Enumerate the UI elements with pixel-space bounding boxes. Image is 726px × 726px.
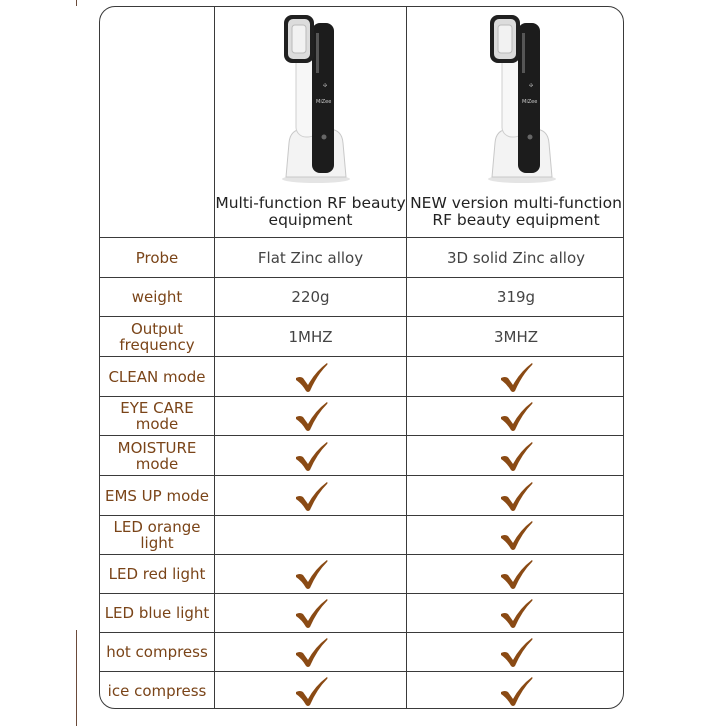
device-image-v1 — [276, 11, 356, 183]
row-label: Probe — [135, 248, 179, 267]
svg-text:✣: ✣ — [529, 83, 534, 89]
row-label: weight — [131, 288, 183, 306]
row-label: LED blue light — [104, 604, 210, 622]
row-label: CLEAN mode — [108, 367, 206, 386]
row-label: Output frequency — [119, 319, 195, 354]
check-icon — [498, 361, 534, 393]
row-check-cell-col1 — [215, 397, 406, 435]
device-image-v2 — [482, 11, 562, 183]
row-check-cell-col1 — [215, 594, 406, 632]
check-icon — [498, 597, 534, 629]
device-screen-text: ✣ — [323, 83, 328, 89]
row-check-cell-col2 — [407, 594, 624, 632]
check-icon — [293, 361, 329, 393]
row-check-cell-col1 — [215, 555, 406, 593]
check-icon — [498, 519, 534, 551]
check-icon — [293, 597, 329, 629]
row-label: hot compress — [106, 643, 208, 661]
row-check-cell-col2 — [407, 555, 624, 593]
row-check-cell-col1 — [215, 516, 406, 554]
check-icon — [498, 675, 534, 707]
check-icon — [293, 480, 329, 512]
left-guide-line-bottom — [76, 630, 77, 726]
row-check-cell-col2 — [407, 633, 624, 671]
row-value-col1: 220g — [291, 288, 330, 306]
row-check-cell-col1 — [215, 436, 406, 475]
column-title-v1: Multi-function RF beauty equipment — [215, 194, 406, 229]
device-logo-text: MiZee — [316, 99, 332, 105]
row-check-cell-col1 — [215, 357, 406, 396]
row-value-col2: 3MHZ — [493, 327, 539, 346]
row-label: EMS UP mode — [104, 486, 210, 505]
check-icon — [498, 558, 534, 590]
check-icon — [293, 675, 329, 707]
column-title-v2: NEW version multi-function RF beauty equipment — [410, 194, 622, 229]
row-check-cell-col2 — [407, 516, 624, 554]
device-logo-text: MiZee — [522, 99, 538, 105]
check-icon — [498, 636, 534, 668]
row-check-cell-col1 — [215, 476, 406, 515]
left-guide-line-top — [76, 0, 77, 6]
check-icon — [293, 636, 329, 668]
row-label: LED orange light — [113, 518, 201, 552]
check-icon — [498, 480, 534, 512]
row-check-cell-col1 — [215, 672, 406, 709]
check-icon — [498, 440, 534, 472]
row-label: MOISTURE mode — [117, 438, 197, 473]
row-value-col1: Flat Zinc alloy — [257, 248, 364, 267]
row-label: LED red light — [108, 565, 206, 583]
check-icon — [293, 440, 329, 472]
row-label: ice compress — [107, 682, 207, 700]
row-check-cell-col2 — [407, 357, 624, 396]
check-icon — [293, 400, 329, 432]
comparison-table — [99, 6, 624, 709]
check-icon — [293, 558, 329, 590]
row-value-col1: 1MHZ — [288, 327, 333, 346]
row-check-cell-col2 — [407, 476, 624, 515]
row-check-cell-col1 — [215, 633, 406, 671]
row-value-col2: 3D solid Zinc alloy — [446, 248, 586, 267]
row-check-cell-col2 — [407, 672, 624, 709]
row-check-cell-col2 — [407, 397, 624, 435]
check-icon — [498, 400, 534, 432]
row-label: EYE CARE mode — [120, 399, 194, 433]
row-value-col2: 319g — [496, 288, 536, 306]
row-check-cell-col2 — [407, 436, 624, 475]
